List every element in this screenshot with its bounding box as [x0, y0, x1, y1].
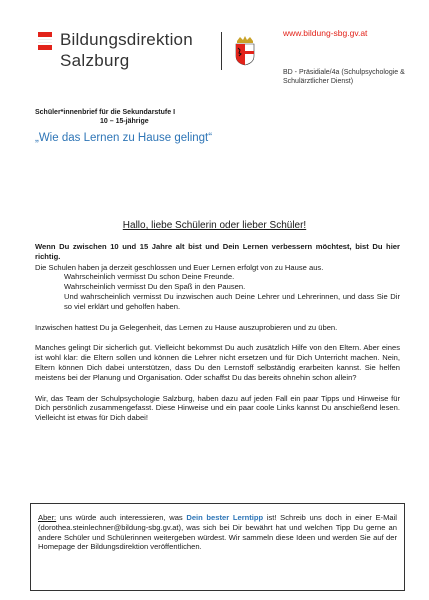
audience-age-range: 10 – 15-jährige: [100, 118, 149, 125]
coat-of-arms-icon: [233, 36, 257, 66]
lead-paragraph: Wenn Du zwischen 10 und 15 Jahre alt bist und Dein Lernen verbessern möchtest, bist Du hier richtig.: [35, 242, 400, 261]
logo-subtitle: Salzburg: [60, 51, 130, 70]
austria-flag-icon: [38, 32, 52, 52]
list-item: Wahrscheinlich vermisst Du schon Deine Freunde.: [64, 272, 235, 282]
letter-body: [35, 242, 400, 423]
callout-text: uns würde auch interessieren, was: [56, 513, 187, 522]
audience-title: Schüler*innenbrief für die Sekundarstufe I: [35, 109, 176, 116]
tips-paragraph: Wir, das Team der Schulpsychologie Salzburg, haben dazu auf jeden Fall ein paar Tipps und Hinweise für Dich persönlich zusammengefasst. Diese Hinweise und ein paar coole Links kannst Du anschießend lesen. Vielleicht ist etwas für Dich dabei!: [35, 393, 400, 423]
greeting-heading: Hallo, liebe Schülerin oder lieber Schüler!: [122, 220, 307, 231]
intro-paragraph: Die Schulen haben ja derzeit geschlossen und Euer Lernen erfolgt von zu Hause aus.: [35, 262, 324, 272]
website-link[interactable]: www.bildung-sbg.gv.at: [283, 28, 368, 38]
audience-label: [35, 108, 175, 126]
logo-title: Bildungsdirektion: [60, 30, 193, 49]
callout-text: ist! Schreib uns doch in einer E-Mail (dorothea.steinlechner@bildung-sbg.gv.at), was sich bei Dir bewährt hat und welchen Tipp Du gerne an andere Schüler und Schülerinnen weitergeben würdest. Wir sammeln diese Ideen und werden Sie auf der Homepage der Bildungsdirektion veröffentlichen.: [38, 513, 397, 552]
page-title: „Wie das Lernen zu Hause gelingt“: [35, 132, 213, 144]
list-item: Und wahrscheinlich vermisst Du inzwischen auch Deine Lehrer und Lehrerinnen, und dass Sie Dir so viel erklärt und geholfen haben.: [64, 291, 400, 311]
bildungsdirektion-logo: [38, 30, 278, 74]
callout-box: [30, 503, 405, 591]
parents-paragraph: Manches gelingt Dir sicherlich gut. Vielleicht bekommst Du auch zusätzlich Hilfe von den Eltern. Aber eines ist wohl klar: die Eltern sollen und können die Lehrer nicht ersetzen und für Dich Unterricht machen. Nein, Eltern können Dich dabei unterstützen, dass Du den Lernstoff selbständig erarbeiten kannst. Sie helfen meistens bei der Planung und Organisation. Oder schaffst Du das bereits ohnehin schon allein?: [35, 343, 400, 382]
list-item: Wahrscheinlich vermisst Du den Spaß in den Pausen.: [64, 282, 246, 292]
practice-paragraph: Inzwischen hattest Du ja Gelegenheit, das Lernen zu Hause auszuprobieren und zu üben.: [35, 322, 338, 332]
callout-label: Aber:: [38, 513, 57, 522]
logo-divider: [221, 32, 222, 70]
department-info: BD - Präsidiale/4a (Schulpsychologie & Schulärztlicher Dienst): [283, 69, 405, 85]
callout-highlight: Dein bester Lerntipp: [186, 513, 264, 522]
